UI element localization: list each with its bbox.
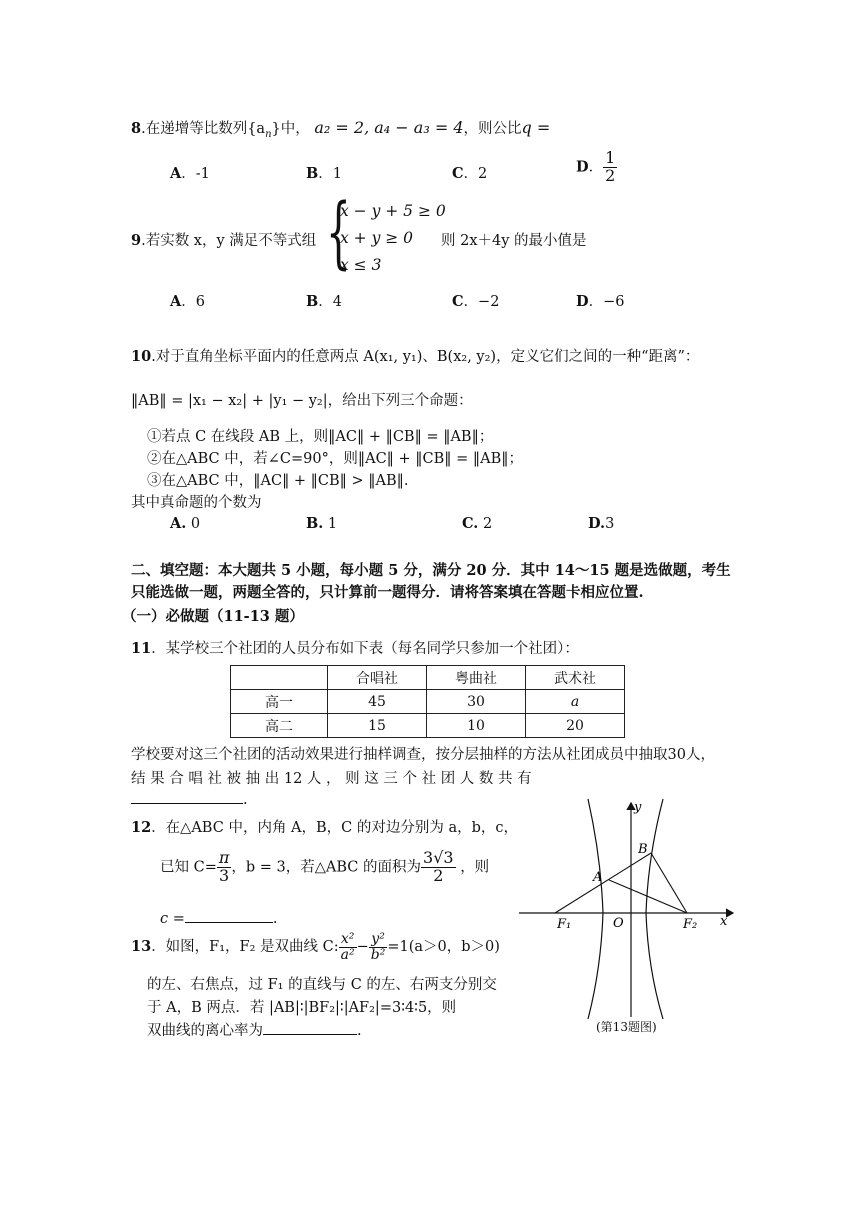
q10-prop-1: ①若点 C 在线段 AB 上，则‖AC‖ + ‖CB‖ = ‖AB‖；	[147, 429, 494, 445]
q8-number: 8	[131, 120, 142, 137]
q12-answer[interactable]	[160, 908, 278, 927]
q10-prop-3: ③在△ABC 中，‖AC‖ + ‖CB‖ > ‖AB‖.	[147, 473, 409, 489]
option-label: A	[170, 293, 182, 310]
brace: {	[326, 188, 351, 278]
q9-option-a[interactable]: A．6	[170, 293, 205, 310]
fraction	[603, 150, 617, 185]
option-value: 3	[605, 516, 615, 532]
option-label: A	[170, 165, 182, 182]
option-label: B	[306, 293, 319, 310]
label-o: O	[613, 916, 624, 931]
section-heading-line1: 二、填空题：本大题共 5 小题，每小题 5 分，满分 20 分．其中 14～15 题是选做题，考生	[131, 562, 731, 579]
q9-ineq-2: x + y ≥ 0	[340, 229, 414, 247]
option-label: D	[576, 158, 589, 176]
q12-b-condition: ，b = 3，若△ABC 的面积为	[231, 859, 422, 876]
line-b-f2	[651, 853, 687, 913]
answer-blank[interactable]	[131, 789, 243, 804]
table-cell: 30	[427, 690, 526, 714]
q8-text2: }中，	[271, 121, 310, 137]
q11-line2: 结 果 合 唱 社 被 抽 出 12 人 ， 则 这 三 个 社 团 人 数 共 有	[131, 771, 532, 787]
q13-line3: 于 A，B 两点．若 |AB|∶|BF₂|∶|AF₂|=3∶4∶5，则	[147, 1000, 457, 1016]
q10-option-d[interactable]	[588, 515, 614, 532]
q8-option-b[interactable]: B．1	[306, 165, 342, 182]
label-y: y	[634, 800, 642, 815]
option-value: 4	[332, 294, 342, 310]
option-value: 2	[478, 166, 488, 182]
q13-text: ．如图，F₁，F₂ 是双曲线 C:	[151, 939, 339, 956]
label-a: A	[593, 870, 603, 885]
option-value: -1	[195, 166, 210, 182]
q8-q: q	[521, 118, 532, 137]
period: .	[243, 792, 248, 808]
numerator: x²	[339, 932, 357, 948]
denominator: 2	[433, 865, 444, 885]
q8-text: .在递增等比数列{a	[141, 121, 266, 137]
label-x: x	[720, 914, 728, 929]
fraction	[339, 932, 357, 962]
fraction	[369, 932, 388, 962]
table-cell: 10	[427, 714, 526, 738]
q9-ineq-1: x − y + 5 ≥ 0	[340, 202, 446, 220]
q9-option-b[interactable]: B．4	[306, 293, 342, 310]
q10-definition: ‖AB‖ = |x₁ − x₂| + |y₁ − y₂|，给出下列三个命题：	[131, 393, 473, 409]
option-label: D.	[588, 515, 606, 532]
q11-line1: 学校要对这三个社团的活动效果进行抽样调查，按分层抽样的方法从社团成员中抽取30人，	[131, 747, 715, 763]
table-cell: 45	[328, 690, 427, 714]
option-value: 2	[482, 516, 493, 532]
option-value: 6	[195, 294, 205, 310]
q8-option-a[interactable]: A．-1	[170, 165, 210, 182]
answer-blank[interactable]	[263, 1020, 357, 1035]
fraction	[217, 850, 232, 885]
q11-number: 11	[131, 640, 152, 657]
option-value: 1	[327, 516, 338, 532]
q13-line2: 的左、右焦点，过 F₁ 的直线与 C 的左、右两支分别交	[147, 977, 497, 993]
period: .	[272, 911, 278, 927]
q11-answer[interactable]	[131, 789, 248, 808]
q10-prop-2: ②在△ABC 中，若∠C=90°，则‖AC‖ + ‖CB‖ = ‖AB‖；	[147, 451, 524, 467]
option-label: C	[452, 293, 464, 310]
q12-stem	[131, 816, 518, 837]
denominator: 3	[219, 865, 230, 885]
q11-text: ．某学校三个社团的人员分布如下表（每名同学只参加一个社团）：	[151, 641, 579, 657]
option-label: C.	[462, 515, 479, 532]
hyperbola-figure	[515, 795, 740, 1020]
option-label: C	[452, 165, 464, 182]
table-row	[231, 714, 625, 738]
q10-number: 10	[131, 348, 152, 365]
q9-option-d[interactable]: D．−6	[576, 293, 625, 310]
option-label: B.	[306, 515, 324, 532]
q13-answer[interactable]	[147, 1019, 362, 1040]
section-heading-line2: 只能选做一题，两题全答的，只计算前一题得分．请将答案填在答题卡相应位置.	[131, 584, 644, 601]
q8-sub: n	[265, 128, 272, 140]
q12-number: 12	[131, 819, 152, 836]
answer-blank[interactable]	[185, 908, 273, 923]
hyperbola-left-branch	[588, 799, 603, 1019]
q12-known-text: 已知 C=	[160, 859, 217, 876]
q13-equation-tail: =1(a＞0，b＞0)	[387, 939, 500, 956]
q12-then: ，则	[460, 859, 490, 876]
table-cell: 15	[328, 714, 427, 738]
q8-ask: ，则公比	[463, 121, 522, 137]
q9-stem	[131, 229, 316, 250]
denominator: 2	[605, 165, 616, 185]
q10-option-a[interactable]	[170, 515, 200, 532]
q9-ask: 则 2x＋4y 的最小值是	[441, 233, 587, 249]
option-value: −6	[603, 294, 625, 310]
numerator: 1	[605, 148, 616, 167]
table-cell: a	[526, 690, 625, 714]
q9-number: 9	[131, 232, 142, 249]
fraction	[421, 850, 456, 885]
label-b: B	[638, 842, 648, 857]
q13-stem: 13．如图，F₁，F₂ 是双曲线 C: $\frac{\text{x²}}{\text{a²}}$ − $\frac{\text{y²}}{\text{b²}}$ =1(a＞0，b＞0)	[131, 931, 500, 963]
q8-stem	[131, 117, 550, 140]
q8-condition: a₂ = 2, a₄ − a₃ = 4	[314, 118, 464, 137]
option-label: A.	[170, 515, 187, 532]
q10-text: .对于直角坐标平面内的任意两点 A(x₁, y₁)、B(x₂, y₂)，定义它们之间的一种“距离”：	[151, 349, 700, 365]
option-value: −2	[478, 294, 500, 310]
option-label: D	[576, 293, 589, 310]
numerator: π	[218, 848, 230, 867]
table-cell: 20	[526, 714, 625, 738]
numerator: 3√3	[423, 848, 454, 867]
q11-table	[230, 665, 625, 738]
q10-option-c[interactable]	[462, 515, 492, 532]
q10-ask: 其中真命题的个数为	[131, 495, 262, 511]
denominator: b²	[370, 946, 386, 963]
table-cell: 高一	[231, 690, 328, 714]
q12-known	[160, 850, 489, 885]
period: .	[357, 1023, 362, 1039]
q13-number: 13	[131, 938, 152, 956]
q11-stem	[131, 637, 579, 658]
q10-stem	[131, 345, 699, 366]
label-f2: F₂	[683, 917, 698, 932]
label-f1: F₁	[557, 917, 572, 932]
q12-c-label: c =	[160, 911, 185, 927]
table-cell	[231, 666, 328, 690]
table-row	[231, 690, 625, 714]
numerator: y²	[369, 932, 388, 948]
denominator: a²	[340, 946, 355, 963]
q8-eq: =	[531, 118, 551, 137]
table-cell: 武术社	[526, 666, 625, 690]
q9-ineq-3: x ≤ 3	[340, 256, 382, 274]
option-value: 0	[190, 516, 201, 532]
subsection-heading: （一）必做题（11-13 题）	[122, 608, 304, 625]
q9-option-c[interactable]: C．−2	[452, 293, 500, 310]
figure-caption: (第13题图)	[596, 1020, 657, 1034]
q12-text: ．在△ABC 中，内角 A，B，C 的对边分别为 a，b，c，	[151, 820, 519, 836]
q8-option-c[interactable]: C．2	[452, 165, 488, 182]
hyperbola-right-branch	[646, 799, 663, 1019]
option-label: B	[306, 165, 319, 182]
table-cell: 粤曲社	[427, 666, 526, 690]
table-cell: 高二	[231, 714, 328, 738]
q9-text: .若实数 x，y 满足不等式组	[141, 233, 317, 249]
option-value: 1	[332, 166, 342, 182]
q13-line4: 双曲线的离心率为	[147, 1023, 263, 1039]
q8-option-d[interactable]: D． $\frac{1}{2}$	[576, 148, 616, 185]
table-cell: 合唱社	[328, 666, 427, 690]
table-header-row	[231, 666, 625, 690]
q10-option-b[interactable]	[306, 515, 337, 532]
